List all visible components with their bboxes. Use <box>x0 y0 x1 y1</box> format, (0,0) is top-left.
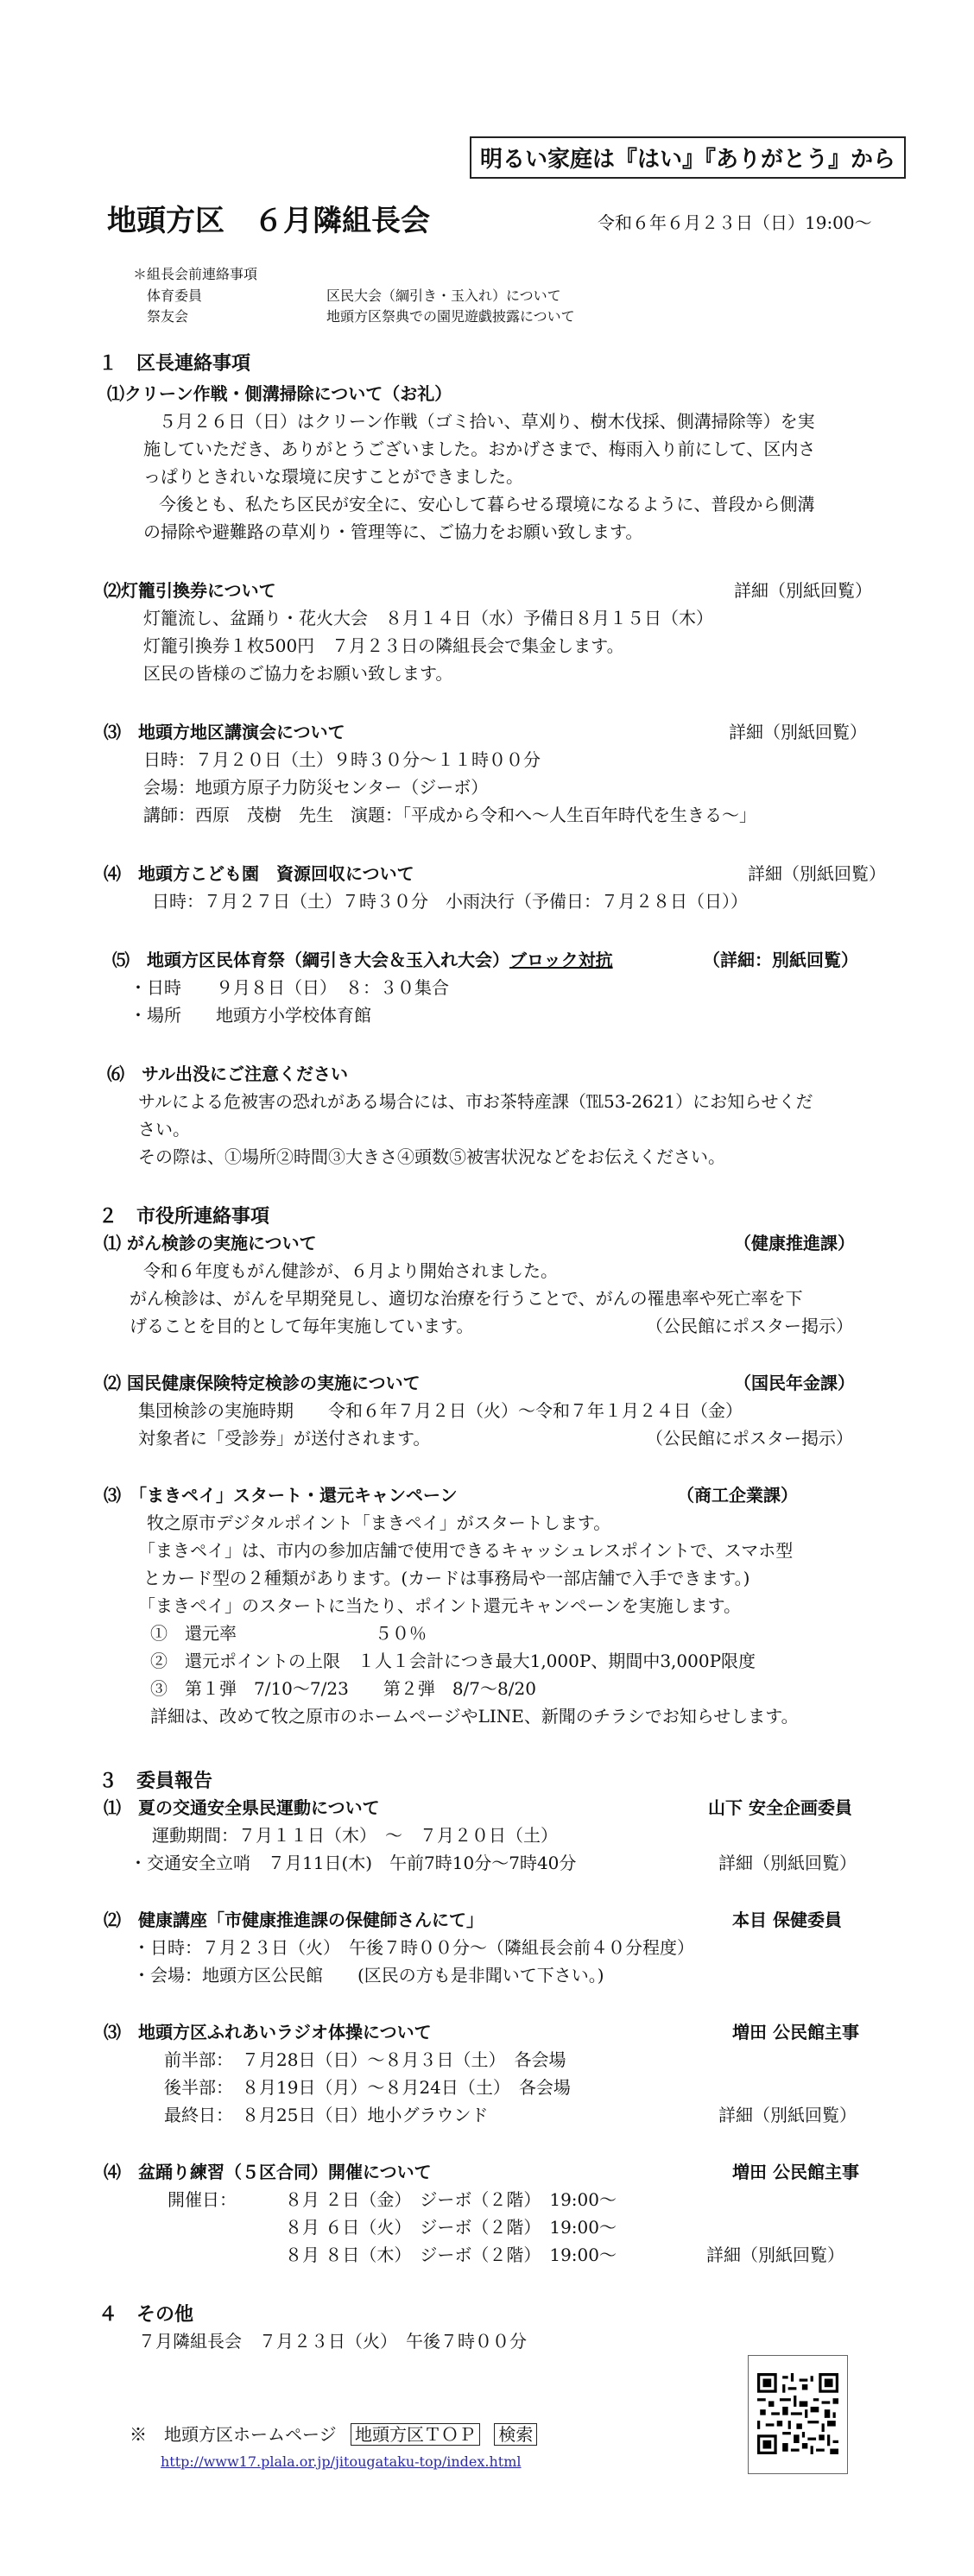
item-note: 詳細（別紙回覧） <box>718 1853 857 1873</box>
item-line: 会場：地頭方原子力防災センター（ジーボ） <box>143 777 489 798</box>
item-label: 開催日： <box>168 2189 237 2210</box>
item-line: 区民の皆様のご協力をお願い致します。 <box>143 663 453 684</box>
pre-row-what: 区民大会（綱引き・玉入れ）について <box>326 287 561 304</box>
footer-mark: ※ 地頭方区ホームページ <box>130 2424 337 2445</box>
item-line: ・交通安全立哨 ７月11日(木) 午前7時10分～7時40分 <box>130 1853 577 1873</box>
item-line: 「まきペイ」のスタートに当たり、ポイント還元キャンペーンを実施します。 <box>138 1595 741 1616</box>
item-dept: （商工企業課） <box>677 1485 798 1506</box>
item-line: 牧之原市デジタルポイント「まきペイ」がスタートします。 <box>147 1512 611 1533</box>
item-line: 日時：７月２７日（土）７時３０分 小雨決行（予備日：７月２８日（日）） <box>152 891 748 912</box>
item-line: ・会場：地頭方区公民館 (区民の方も是非聞いて下さい。) <box>133 1965 604 1986</box>
item-note: 詳細（別紙回覧） <box>748 863 886 884</box>
item-line: 前半部： ７月28日（日）～８月３日（土） 各会場 <box>164 2049 566 2070</box>
qr-code-icon <box>757 2373 838 2454</box>
item-who: 本目 保健委員 <box>732 1910 842 1930</box>
item-title: ⑶ 地頭方地区講演会について <box>104 722 345 742</box>
item-line: 詳細は、改めて牧之原市のホームページやLINE、新聞のチラシでお知らせします。 <box>150 1706 799 1727</box>
item-line: 日時：７月２０日（土）９時３０分～１１時００分 <box>143 749 541 770</box>
item-title: ⑶ 「まきペイ」スタート・還元キャンペーン <box>104 1485 458 1506</box>
item-dept: （健康推進課） <box>734 1233 855 1253</box>
item-line: ７月隣組長会 ７月２３日（火） 午後７時００分 <box>138 2331 527 2352</box>
item-line: 灯籠流し、盆踊り・花火大会 ８月１４日（水）予備日８月１５日（木） <box>143 608 713 628</box>
item-bullet: ① 還元率 ５０％ <box>150 1623 427 1644</box>
pre-row-what: 地頭方区祭典での園児遊戯披露について <box>326 308 575 325</box>
paragraph-line: っぱりときれいな環境に戻すことができました。 <box>143 466 523 487</box>
section-heading: １ 区長連絡事項 <box>98 353 251 375</box>
section-heading: ２ 市役所連絡事項 <box>98 1206 270 1228</box>
item-title: ⑹ サル出没にご注意ください <box>107 1064 348 1084</box>
item-line: ・場所 地頭方小学校体育館 <box>130 1005 371 1026</box>
item-who: 増田 公民館主事 <box>732 2022 859 2042</box>
section-heading: ３ 委員報告 <box>98 1771 213 1792</box>
item-line: 後半部： ８月19日（月）～８月24日（土） 各会場 <box>164 2077 571 2098</box>
item-line: 対象者に「受診券」が送付されます。 <box>138 1428 431 1449</box>
item-line: 灯籠引換券１枚500円 ７月２３日の隣組長会で集金します。 <box>143 635 624 656</box>
page-title: 地頭方区 ６月隣組長会 <box>107 204 430 238</box>
search-button[interactable]: 検索 <box>494 2423 537 2446</box>
item-poster: （公民館にポスター掲示） <box>646 1316 853 1336</box>
item-note: 詳細（別紙回覧） <box>706 2245 844 2265</box>
slogan-box: 明るい家庭は『はい』『ありがとう』から <box>470 136 906 179</box>
meeting-date: 令和６年６月２３日（日）19:00～ <box>598 212 872 233</box>
item-line: さい。 <box>138 1119 190 1140</box>
item-line: がん検診は、がんを早期発見し、適切な治療を行うことで、がんの罹患率や死亡率を下 <box>130 1288 803 1309</box>
item-title: ⑴ がん検診の実施について <box>104 1233 317 1253</box>
item-line: 集団検診の実施時期 令和６年７月２日（火）～令和７年１月２４日（金） <box>138 1400 743 1421</box>
item-title-underlined: ブロック対抗 <box>509 950 613 970</box>
pre-row-who: 祭友会 <box>147 308 189 325</box>
item-poster: （公民館にポスター掲示） <box>646 1428 853 1449</box>
paragraph-line: の掃除や避難路の草刈り・管理等に、ご協力をお願い致します。 <box>143 521 643 542</box>
item-note: 詳細（別紙回覧） <box>718 2105 857 2125</box>
item-title: ⑷ 地頭方こども園 資源回収について <box>104 863 414 884</box>
item-who: 山下 安全企画委員 <box>708 1797 852 1818</box>
paragraph-line: ５月２６日（日）はクリーン作戦（ゴミ拾い、草刈り、樹木伐採、側溝掃除等）を実 <box>159 411 815 432</box>
item-line: 運動期間：７月１１日（木） ～ ７月２０日（土） <box>152 1825 558 1846</box>
item-who: 増田 公民館主事 <box>732 2162 859 2182</box>
paragraph-line: 今後とも、私たち区民が安全に、安心して暮らせる環境になるように、普段から側溝 <box>159 494 815 515</box>
item-line: ・日時：７月２３日（火） 午後７時００分～（隣組長会前４０分程度） <box>133 1937 694 1958</box>
section-heading: ４ その他 <box>98 2304 194 2326</box>
item-title: ⑵灯籠引換券について <box>104 580 276 601</box>
item-line: 「まきペイ」は、市内の参加店舗で使用できるキャッシュレスポイントで、スマホ型 <box>138 1540 794 1561</box>
homepage-link[interactable]: http://www17.plala.or.jp/jitougataku-top/index.html <box>161 2453 522 2470</box>
item-note: （詳細：別紙回覧） <box>703 950 858 970</box>
pre-heading: ＊組長会前連絡事項 <box>133 266 258 282</box>
item-bullet: ② 還元ポイントの上限 １人１会計につき最大1,000P、期間中3,000P限度 <box>150 1651 756 1671</box>
item-title: ⑴クリーン作戦・側溝掃除について（お礼） <box>107 383 452 404</box>
item-note: 詳細（別紙回覧） <box>734 580 872 601</box>
schedule-row: ８月 ２日（金） ジーボ（２階） 19:00～ <box>285 2189 617 2210</box>
item-title: ⑵ 健康講座「市健康推進課の保健師さんにて」 <box>104 1910 484 1930</box>
paragraph-line: 施していただき、ありがとうございました。おかげさまで、梅雨入り前にして、区内さ <box>143 439 816 459</box>
top-button[interactable]: 地頭方区ＴＯＰ <box>351 2423 480 2446</box>
item-title: ⑵ 国民健康保険特定検診の実施について <box>104 1373 421 1393</box>
item-title: ⑴ 夏の交通安全県民運動について <box>104 1797 380 1818</box>
item-line: とカード型の２種類があります。(カードは事務局や一部店舗で入手できます。) <box>143 1568 750 1588</box>
item-title: ⑶ 地頭方区ふれあいラジオ体操について <box>104 2022 432 2042</box>
item-title <box>112 946 613 971</box>
item-bullet: ③ 第１弾 7/10～7/23 第２弾 8/7～8/20 <box>150 1678 536 1699</box>
item-dept: （国民年金課） <box>734 1373 855 1393</box>
item-line: サルによる危被害の恐れがある場合には、市お茶特産課（℡53-2621）にお知らせくだ <box>138 1091 813 1112</box>
item-note: 詳細（別紙回覧） <box>729 722 867 742</box>
item-line: げることを目的として毎年実施しています。 <box>130 1316 474 1336</box>
footer-homepage-label <box>130 2421 537 2446</box>
qr-code-frame <box>748 2355 848 2474</box>
item-line: ・日時 ９月８日（日） ８：３０集合 <box>130 977 449 998</box>
pre-row-who: 体育委員 <box>147 287 203 304</box>
item-title: ⑷ 盆踊り練習（５区合同）開催について <box>104 2162 432 2182</box>
schedule-row: ８月 ８日（木） ジーボ（２階） 19:00～ <box>285 2245 617 2265</box>
item-line: その際は、①場所②時間③大きさ④頭数⑤被害状況などをお伝えください。 <box>138 1146 725 1167</box>
item-line: 最終日： ８月25日（日）地小グラウンド <box>164 2105 489 2125</box>
schedule-row: ８月 ６日（火） ジーボ（２階） 19:00～ <box>285 2217 617 2238</box>
item-title-text: ⑸ 地頭方区民体育祭（綱引き大会＆玉入れ大会） <box>112 950 509 970</box>
item-line: 令和６年度もがん健診が、６月より開始されました。 <box>143 1260 558 1281</box>
item-line: 講師：西原 茂樹 先生 演題：「平成から令和へ～人生百年時代を生きる～」 <box>143 805 756 825</box>
